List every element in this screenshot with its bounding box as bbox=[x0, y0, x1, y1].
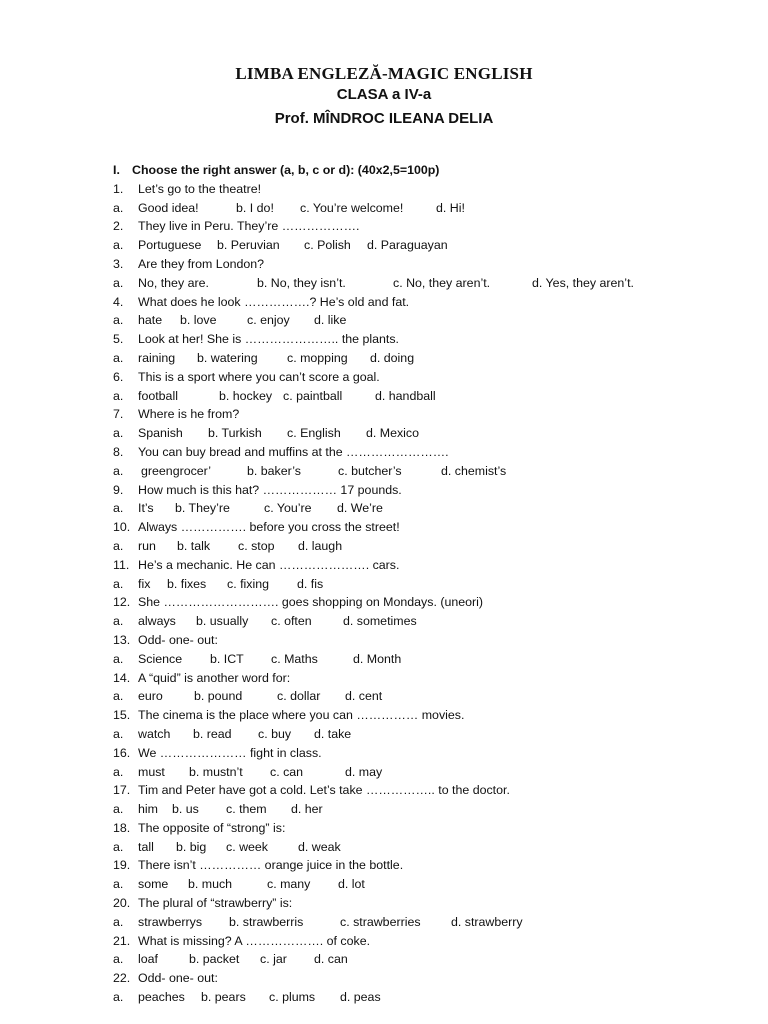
answer-option: b. hockey bbox=[219, 388, 273, 403]
answer-option: d. laugh bbox=[298, 538, 343, 553]
question-row bbox=[0, 556, 768, 575]
teacher-name: Prof. MÎNDROC ILEANA DELIA bbox=[274, 110, 494, 127]
options-row bbox=[0, 950, 768, 969]
options-row bbox=[0, 462, 768, 481]
answer-option: b. No, they isn’t. bbox=[257, 275, 346, 290]
answer-option: d. lot bbox=[338, 877, 365, 892]
options-row bbox=[0, 274, 768, 293]
answer-option: c. No, they aren’t. bbox=[393, 275, 491, 290]
question-number: 18. bbox=[113, 820, 131, 835]
answer-option: c. plums bbox=[269, 990, 316, 1005]
question-text: The opposite of “strong” is: bbox=[138, 820, 286, 835]
answer-option: strawberrys bbox=[138, 914, 203, 929]
answer-option: loaf bbox=[138, 952, 158, 967]
class-level: CLASA a IV-a bbox=[336, 86, 432, 103]
question-text: What is missing? A ………………. of coke. bbox=[138, 933, 371, 948]
question-text: The plural of “strawberry” is: bbox=[138, 896, 293, 911]
option-letter: a. bbox=[113, 576, 124, 591]
question-row bbox=[0, 744, 768, 763]
answer-option: d. may bbox=[345, 764, 383, 779]
section-instruction: Choose the right answer (a, b, c or d): (40x2,5=100p) bbox=[132, 163, 440, 177]
answer-option: hate bbox=[138, 313, 163, 328]
options-row bbox=[0, 537, 768, 556]
answer-option: d. doing bbox=[370, 350, 415, 365]
option-letter: a. bbox=[113, 952, 124, 967]
answer-option: d. Mexico bbox=[366, 426, 420, 441]
answer-option: c. many bbox=[267, 877, 311, 892]
question-text: Tim and Peter have got a cold. Let’s take …………….. to the doctor. bbox=[138, 783, 510, 798]
question-number: 19. bbox=[113, 858, 131, 873]
answer-option: d. can bbox=[314, 952, 348, 967]
answer-option: b. pears bbox=[201, 990, 246, 1005]
answer-option: raining bbox=[138, 350, 176, 365]
question-row bbox=[0, 293, 768, 312]
question-number: 14. bbox=[113, 670, 131, 685]
question-number: 4. bbox=[113, 294, 124, 309]
answer-option: Science bbox=[138, 651, 183, 666]
answer-option: b. Turkish bbox=[208, 426, 262, 441]
options-row bbox=[0, 988, 768, 1007]
option-letter: a. bbox=[113, 614, 124, 629]
answer-option: d. weak bbox=[298, 839, 341, 854]
option-letter: a. bbox=[113, 651, 124, 666]
question-text: Odd- one- out: bbox=[138, 632, 218, 647]
answer-option: run bbox=[138, 538, 156, 553]
answer-option: b. talk bbox=[177, 538, 211, 553]
option-letter: a. bbox=[113, 501, 124, 516]
answer-option: d. cent bbox=[345, 689, 383, 704]
answer-option: watch bbox=[138, 726, 171, 741]
answer-option: fix bbox=[138, 576, 151, 591]
question-number: 20. bbox=[113, 896, 131, 911]
question-text: A “quid” is another word for: bbox=[138, 670, 291, 685]
options-row bbox=[0, 349, 768, 368]
question-text: What does he look …………….? He’s old and fat. bbox=[138, 294, 410, 309]
answer-option: b. read bbox=[193, 726, 232, 741]
options-row bbox=[0, 800, 768, 819]
option-letter: a. bbox=[113, 538, 124, 553]
question-number: 3. bbox=[113, 256, 124, 271]
answer-option: him bbox=[138, 802, 158, 817]
answer-option: d. Month bbox=[353, 651, 402, 666]
question-number: 10. bbox=[113, 520, 131, 535]
answer-option: b. us bbox=[172, 802, 199, 817]
option-letter: a. bbox=[113, 275, 124, 290]
question-row bbox=[0, 481, 768, 500]
question-text: There isn’t …………… orange juice in the bottle. bbox=[138, 858, 404, 873]
question-number: 13. bbox=[113, 632, 131, 647]
answer-option: d. fis bbox=[297, 576, 324, 591]
answer-option: b. much bbox=[188, 877, 233, 892]
option-letter: a. bbox=[113, 877, 124, 892]
answer-option: peaches bbox=[138, 990, 185, 1005]
answer-option: c. stop bbox=[238, 538, 275, 553]
answer-option: b. mustn’t bbox=[189, 764, 243, 779]
question-number: 1. bbox=[113, 181, 124, 196]
section-heading bbox=[0, 161, 768, 180]
option-letter: a. bbox=[113, 990, 124, 1005]
answer-option: b. fixes bbox=[167, 576, 207, 591]
answer-option: b. I do! bbox=[236, 200, 274, 215]
answer-option: Portuguese bbox=[138, 238, 202, 253]
option-letter: a. bbox=[113, 689, 124, 704]
answer-option: It’s bbox=[138, 501, 154, 516]
question-number: 12. bbox=[113, 595, 131, 610]
question-text: Always ……………. before you cross the street! bbox=[138, 520, 400, 535]
answer-option: c. You’re welcome! bbox=[300, 200, 404, 215]
answer-option: c. can bbox=[270, 764, 304, 779]
option-letter: a. bbox=[113, 426, 124, 441]
question-row bbox=[0, 819, 768, 838]
question-row bbox=[0, 669, 768, 688]
answer-option: d. handball bbox=[375, 388, 436, 403]
answer-option: b. baker’s bbox=[247, 463, 301, 478]
question-row bbox=[0, 631, 768, 650]
answer-option: c. jar bbox=[260, 952, 287, 967]
question-number: 21. bbox=[113, 933, 131, 948]
answer-option: d. peas bbox=[340, 990, 381, 1005]
answer-option: c. Maths bbox=[271, 651, 318, 666]
question-number: 5. bbox=[113, 332, 124, 347]
answer-option: d. Hi! bbox=[436, 200, 465, 215]
answer-option: c. them bbox=[226, 802, 267, 817]
question-row bbox=[0, 518, 768, 537]
question-text: Odd- one- out: bbox=[138, 971, 218, 986]
answer-option: d. Paraguayan bbox=[367, 238, 448, 253]
answer-option: d. We’re bbox=[337, 501, 383, 516]
answer-option: d. sometimes bbox=[343, 614, 417, 629]
answer-option: euro bbox=[138, 689, 163, 704]
question-text: You can buy bread and muffins at the ……………………. bbox=[138, 444, 449, 459]
answer-option: c. strawberries bbox=[340, 914, 421, 929]
question-row bbox=[0, 932, 768, 951]
answer-option: c. mopping bbox=[287, 350, 348, 365]
options-row bbox=[0, 763, 768, 782]
answer-option: d. like bbox=[314, 313, 347, 328]
question-text: They live in Peru. They’re ………………. bbox=[138, 219, 360, 234]
options-row bbox=[0, 913, 768, 932]
question-number: 16. bbox=[113, 745, 131, 760]
answer-option: No, they are. bbox=[138, 275, 209, 290]
question-number: 2. bbox=[113, 219, 124, 234]
answer-option: c. paintball bbox=[283, 388, 343, 403]
answer-option: c. You’re bbox=[264, 501, 312, 516]
answer-option: b. usually bbox=[196, 614, 249, 629]
question-text: How much is this hat? ……………… 17 pounds. bbox=[138, 482, 402, 497]
question-number: 22. bbox=[113, 971, 131, 986]
question-text: He’s a mechanic. He can …………………. cars. bbox=[138, 557, 400, 572]
options-row bbox=[0, 387, 768, 406]
question-number: 11. bbox=[113, 557, 130, 572]
option-letter: a. bbox=[113, 839, 124, 854]
option-letter: a. bbox=[113, 802, 124, 817]
answer-option: d. take bbox=[314, 726, 352, 741]
question-row bbox=[0, 781, 768, 800]
question-text: We ………………… fight in class. bbox=[138, 745, 322, 760]
answer-option: b. Peruvian bbox=[217, 238, 280, 253]
answer-option: b. watering bbox=[197, 350, 258, 365]
answer-option: must bbox=[138, 764, 165, 779]
option-letter: a. bbox=[113, 914, 124, 929]
answer-option: b. pound bbox=[194, 689, 243, 704]
question-row bbox=[0, 180, 768, 199]
question-text: Where is he from? bbox=[138, 407, 240, 422]
document-title: LIMBA ENGLEZĂ-MAGIC ENGLISH bbox=[235, 64, 533, 83]
answer-option: c. buy bbox=[258, 726, 292, 741]
answer-option: c. often bbox=[271, 614, 312, 629]
section-number: I. bbox=[113, 163, 120, 177]
options-row bbox=[0, 612, 768, 631]
answer-option: d. strawberry bbox=[451, 914, 523, 929]
answer-option: c. week bbox=[226, 839, 269, 854]
options-row bbox=[0, 575, 768, 594]
answer-option: b. love bbox=[180, 313, 217, 328]
answer-option: c. Polish bbox=[304, 238, 351, 253]
question-row bbox=[0, 368, 768, 387]
answer-option: tall bbox=[138, 839, 154, 854]
options-row bbox=[0, 650, 768, 669]
option-letter: a. bbox=[113, 388, 124, 403]
option-letter: a. bbox=[113, 726, 124, 741]
option-letter: a. bbox=[113, 463, 124, 478]
question-row bbox=[0, 856, 768, 875]
question-row bbox=[0, 593, 768, 612]
question-number: 6. bbox=[113, 369, 124, 384]
question-row bbox=[0, 443, 768, 462]
answer-option: greengrocer’ bbox=[141, 463, 212, 478]
question-number: 9. bbox=[113, 482, 124, 497]
answer-option: Good idea! bbox=[138, 200, 199, 215]
question-row bbox=[0, 969, 768, 988]
options-row bbox=[0, 311, 768, 330]
question-number: 15. bbox=[113, 708, 131, 723]
answer-option: d. her bbox=[291, 802, 323, 817]
question-row bbox=[0, 894, 768, 913]
answer-option: Spanish bbox=[138, 426, 183, 441]
answer-option: b. big bbox=[176, 839, 207, 854]
question-text: This is a sport where you can’t score a goal. bbox=[138, 369, 380, 384]
options-row bbox=[0, 236, 768, 255]
options-row bbox=[0, 687, 768, 706]
options-row bbox=[0, 499, 768, 518]
question-number: 17. bbox=[113, 783, 131, 798]
answer-option: c. butcher’s bbox=[338, 463, 402, 478]
answer-option: d. chemist’s bbox=[441, 463, 507, 478]
question-text: Are they from London? bbox=[138, 256, 265, 271]
question-row bbox=[0, 405, 768, 424]
answer-option: some bbox=[138, 877, 169, 892]
question-row bbox=[0, 330, 768, 349]
option-letter: a. bbox=[113, 238, 124, 253]
answer-option: always bbox=[138, 614, 176, 629]
question-row bbox=[0, 217, 768, 236]
question-text: The cinema is the place where you can …………… movies. bbox=[138, 708, 465, 723]
answer-option: b. packet bbox=[189, 952, 240, 967]
answer-option: b. ICT bbox=[210, 651, 244, 666]
answer-option: b. They’re bbox=[175, 501, 230, 516]
question-text: She ………………………. goes shopping on Mondays. (uneori) bbox=[138, 595, 484, 610]
answer-option: football bbox=[138, 388, 178, 403]
answer-option: c. dollar bbox=[277, 689, 321, 704]
options-row bbox=[0, 424, 768, 443]
option-letter: a. bbox=[113, 764, 124, 779]
option-letter: a. bbox=[113, 313, 124, 328]
answer-option: b. strawberris bbox=[229, 914, 304, 929]
option-letter: a. bbox=[113, 200, 124, 215]
answer-option: c. English bbox=[287, 426, 341, 441]
question-text: Let’s go to the theatre! bbox=[138, 181, 262, 196]
answer-option: c. fixing bbox=[227, 576, 270, 591]
question-number: 7. bbox=[113, 407, 124, 422]
question-text: Look at her! She is ………………….. the plants. bbox=[138, 332, 399, 347]
option-letter: a. bbox=[113, 350, 124, 365]
answer-option: c. enjoy bbox=[247, 313, 290, 328]
question-row bbox=[0, 706, 768, 725]
answer-option: d. Yes, they aren’t. bbox=[532, 275, 634, 290]
question-list bbox=[0, 161, 768, 1007]
question-row bbox=[0, 255, 768, 274]
question-number: 8. bbox=[113, 444, 124, 459]
options-row bbox=[0, 875, 768, 894]
options-row bbox=[0, 838, 768, 857]
options-row bbox=[0, 199, 768, 218]
options-row bbox=[0, 725, 768, 744]
